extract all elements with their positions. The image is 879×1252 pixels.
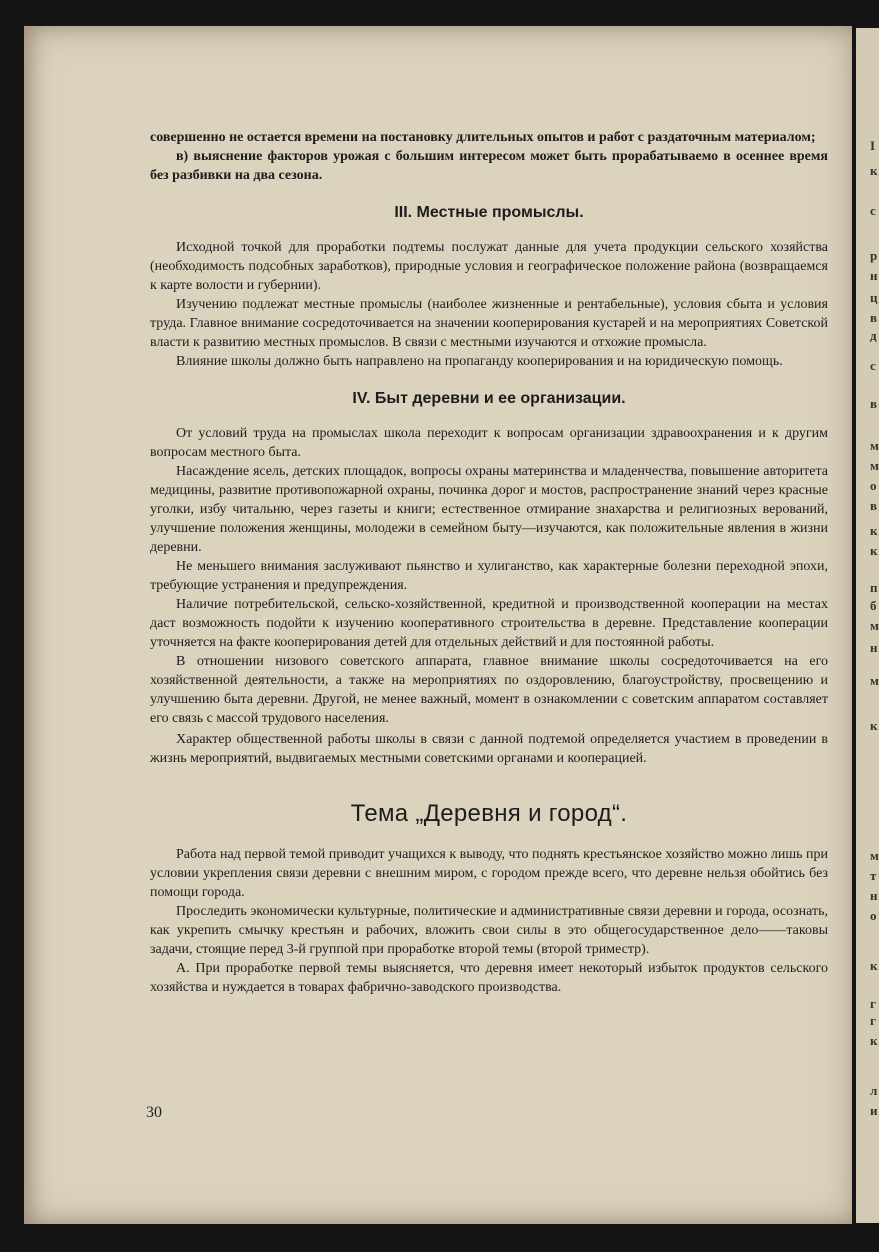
paragraph: От условий труда на промыслах школа переходит к вопросам организации здравоохранения и к другим вопросам местного быта. bbox=[150, 426, 828, 460]
paragraph: Не меньшего внимания заслуживают пьянство и хулиганство, как характерные болезни переходной эпохи, требующие устранения и предупреждения. bbox=[150, 559, 828, 593]
adjacent-page-edge: I к с р н ц в д с в м м о в к к п б м н м к м т н о к г г к л и bbox=[856, 28, 879, 1223]
paragraph: Изучению подлежат местные промыслы (наиболее жизненные и рентабельные), условия сбыта и условия труда. Главное внимание сосредоточивается на значении кооперирования кустарей и на мероприятиях Советской власти к развитию местных промыслов. В связи с местными изучаются и отхожие промысла. bbox=[150, 297, 828, 350]
paragraph: Наличие потребительской, сельско-хозяйственной, кредитной и производственной кооперации на местах даст возможность подойти к изучению кооперативного строительства в деревне. Представление кооперации уточняется на факте кооперирования детей для отдельных действий и для постоянной работы. bbox=[150, 597, 828, 650]
page-text bbox=[150, 128, 828, 997]
paragraph: Влияние школы должно быть направлено на пропаганду кооперирования и на юридическую помощь. bbox=[176, 354, 783, 369]
paragraph: Проследить экономически культурные, политические и административные связи деревни и города, осознать, как укрепить смычку крестьян и рабочих, вложить свои силы в это общегосударственное дело——таковы задачи, стоящие перед 3-й группой при проработке второй темы (второй триместр). bbox=[150, 904, 828, 957]
paragraph: Насаждение ясель, детских площадок, вопросы охраны материнства и младенчества, повышение авторитета медицины, развитие противопожарной охраны, починка дорог и мостов, распространение знаний через красные уголки, избу читальню, через газеты и книги; естественное отмирание знахарства и религиозных верований, улучшение положения женщины, молодежи в семейном быту—изучаются, как положительные явления в жизни деревни. bbox=[150, 464, 828, 555]
paragraph: совершенно не остается времени на постановку длительных опытов и работ с раздаточным материалом; bbox=[150, 130, 816, 145]
paragraph: в) выяснение факторов урожая с большим интересом может быть прорабатываемо в осеннее время без разбивки на два сезона. bbox=[150, 149, 828, 183]
section-heading: III. Местные промыслы. bbox=[394, 204, 584, 221]
paragraph: Работа над первой темой приводит учащихся к выводу, что поднять крестьянское хозяйство можно лишь при условии укрепления связи деревни с внешним миром, с городом прежде всего, что деревне нельзя обойтись без помощи города. bbox=[150, 847, 828, 900]
paragraph: А. При проработке первой темы выясняется, что деревня имеет некоторый избыток продуктов сельского хозяйства и нуждается в товарах фабрично-заводского производства. bbox=[150, 961, 828, 995]
page-number: 30 bbox=[146, 1104, 162, 1121]
paragraph: В отношении низового советского аппарата, главное внимание школы сосредоточивается на его хозяйственной деятельности, а также на мероприятиях по оздоровлению, благоустройству, просвещению и улучшению быта деревни. Другой, не менее важный, момент в ознакомлении с советским аппаратом составляет его связь с массой трудового населения. bbox=[150, 654, 828, 726]
paragraph: Характер общественной работы школы в связи с данной подтемой определяется участием в проведении в жизнь мероприятий, выдвигаемых местными советскими органами и кооперацией. bbox=[150, 732, 828, 766]
theme-title: Тема „Деревня и город“. bbox=[350, 800, 628, 827]
section-heading: IV. Быт деревни и ее организации. bbox=[352, 390, 626, 407]
paragraph: Исходной точкой для проработки подтемы послужат данные для учета продукции сельского хозяйства (необходимость подсобных заработков), природные условия и географическое положение района (возвращаемся к карте волости и губернии). bbox=[150, 240, 828, 293]
